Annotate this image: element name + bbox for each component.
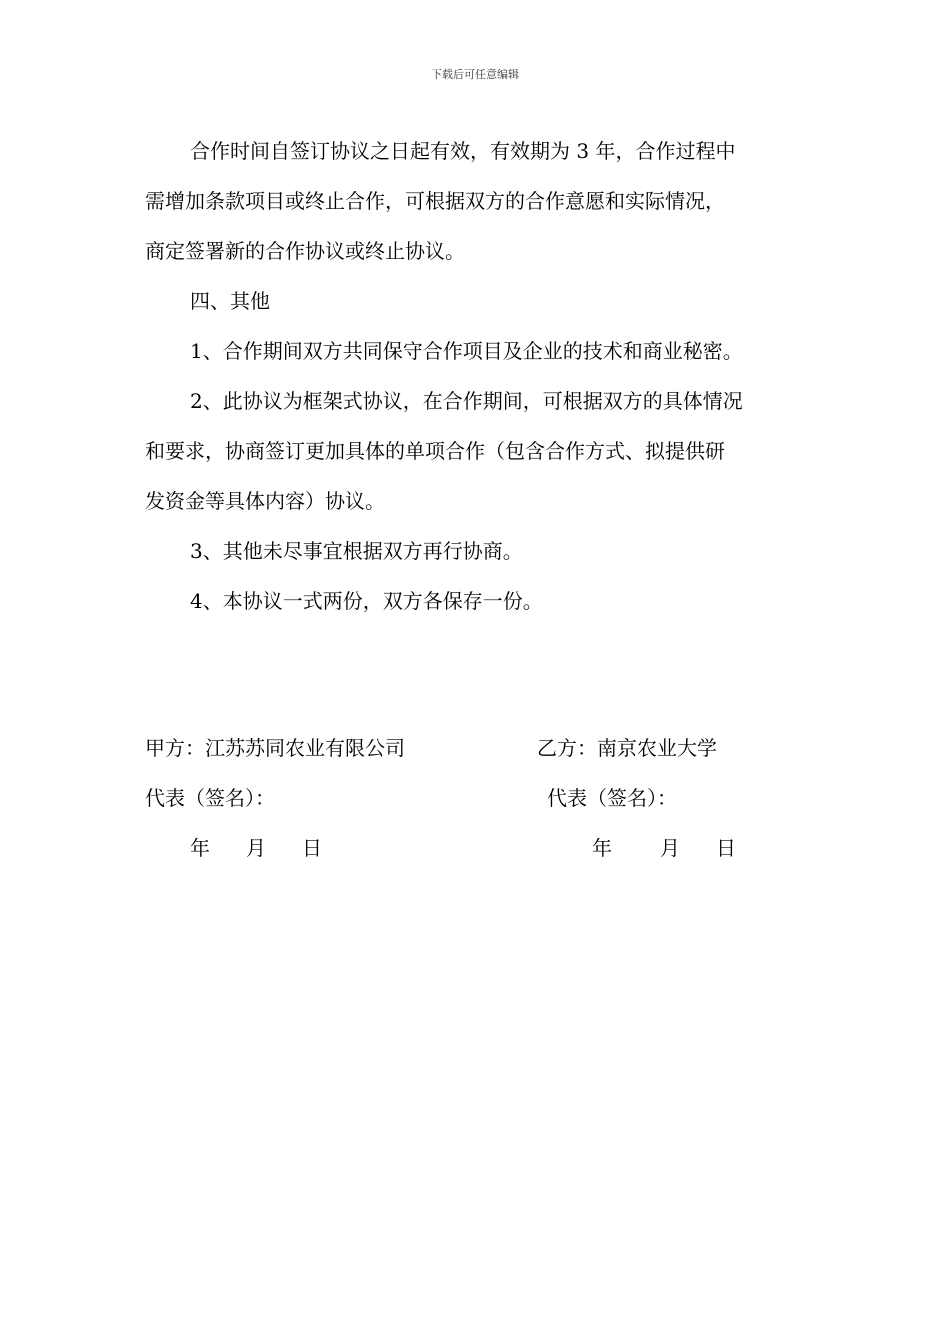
date-month-a: 月 xyxy=(246,836,266,860)
rep-a-signature-label: 代表（签名）： xyxy=(145,786,275,810)
list-item: 2、此协议为框架式协议，在合作期间，可根据双方的具体情况 xyxy=(190,389,743,413)
rep-b-signature-label: 代表（签名）： xyxy=(547,786,677,810)
list-item-continuation: 发资金等具体内容）协议。 xyxy=(145,489,385,513)
section-title: 四、其他 xyxy=(190,289,270,313)
date-day-b: 日 xyxy=(716,836,736,860)
paragraph-line: 需增加条款项目或终止合作，可根据双方的合作意愿和实际情况， xyxy=(145,189,725,213)
list-item: 1、合作期间双方共同保守合作项目及企业的技术和商业秘密。 xyxy=(190,339,743,363)
paragraph-line: 商定签署新的合作协议或终止协议。 xyxy=(145,239,465,263)
list-item-continuation: 和要求，协商签订更加具体的单项合作（包含合作方式、拟提供研 xyxy=(145,439,725,463)
date-month-b: 月 xyxy=(660,836,680,860)
party-a-label: 甲方：江苏苏同农业有限公司 xyxy=(145,736,405,760)
list-item: 3、其他未尽事宜根据双方再行协商。 xyxy=(190,539,523,563)
page-header: 下载后可任意编辑 xyxy=(431,68,519,81)
list-item: 4、本协议一式两份，双方各保存一份。 xyxy=(190,589,543,613)
date-year-b: 年 xyxy=(592,836,612,860)
date-day-a: 日 xyxy=(302,836,322,860)
date-year-a: 年 xyxy=(190,836,210,860)
paragraph-line: 合作时间自签订协议之日起有效，有效期为 3 年，合作过程中 xyxy=(190,139,736,163)
party-b-label: 乙方：南京农业大学 xyxy=(537,736,717,760)
